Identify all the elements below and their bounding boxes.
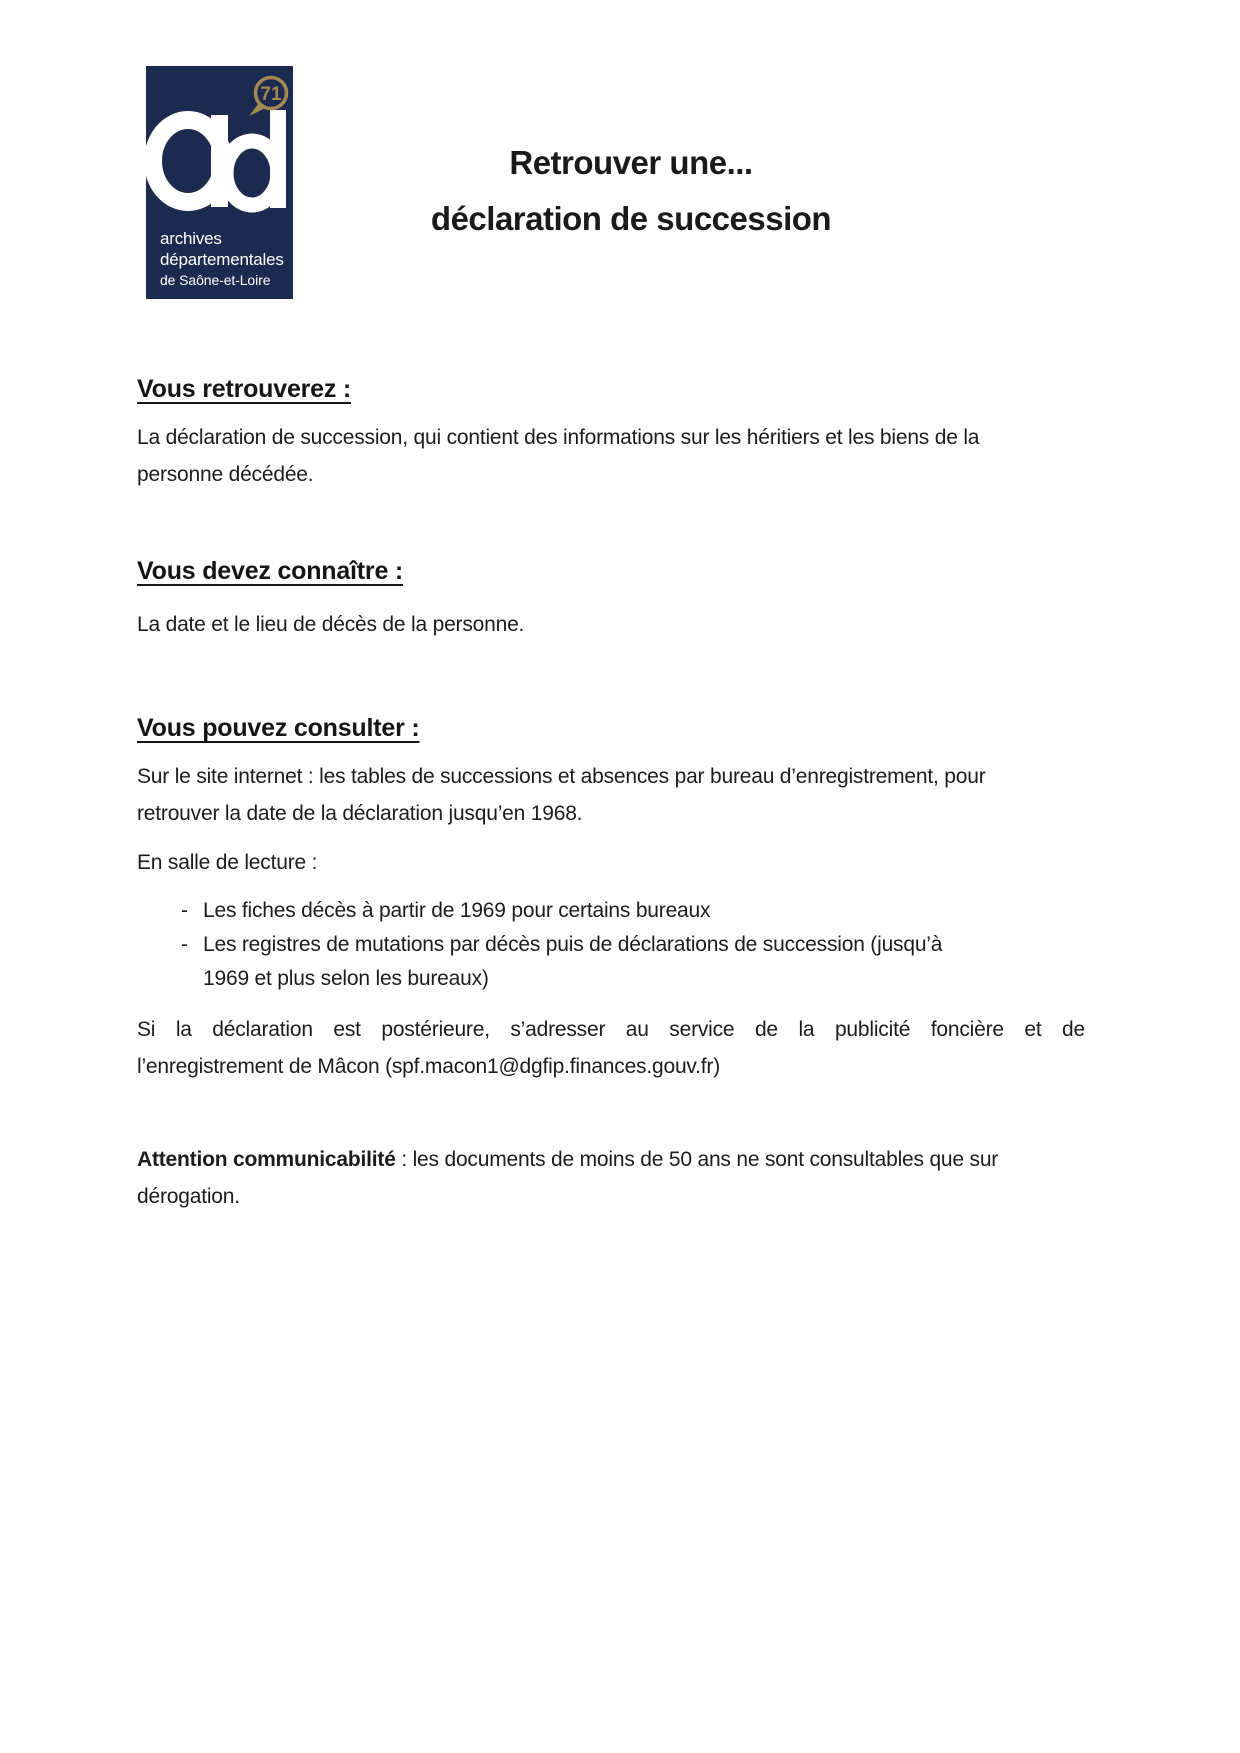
- section-heading-retrouverez: Vous retrouverez :: [137, 375, 352, 403]
- list-item-line: Les registres de mutations par décès puis de déclarations de succession (jusqu’à: [203, 933, 943, 956]
- paragraph-line: En salle de lecture :: [137, 851, 318, 874]
- logo-org-line3: de Saône-et-Loire: [160, 272, 271, 288]
- paragraph-connaitre: [137, 606, 1085, 643]
- bullet-dash: -: [181, 899, 188, 922]
- department-number: 71: [260, 84, 282, 105]
- list-item-line: 1969 et plus selon les bureaux): [203, 967, 489, 990]
- paragraph-line: l’enregistrement de Mâcon (spf.macon1@dgfip.finances.gouv.fr): [137, 1055, 721, 1078]
- logo-org-line1: archives: [160, 229, 222, 248]
- paragraph-salle-de-lecture: [137, 844, 1085, 881]
- section-heading-consulter: Vous pouvez consulter :: [137, 714, 420, 742]
- attention-bold-label: Attention communicabilité: [137, 1148, 396, 1171]
- section-heading-connaitre: Vous devez connaître :: [137, 557, 404, 585]
- list-item: [137, 894, 1085, 928]
- list-item: [137, 928, 1085, 996]
- paragraph-line: dérogation.: [137, 1185, 240, 1208]
- paragraph-line: personne décédée.: [137, 463, 314, 486]
- paragraph-line: La déclaration de succession, qui contient des informations sur les héritiers et les biens de la: [137, 426, 980, 449]
- paragraph-line: [137, 1141, 1085, 1178]
- attention-rest-text: : les documents de moins de 50 ans ne sont consultables que sur: [395, 1148, 999, 1171]
- paragraph-line: retrouver la date de la déclaration jusqu’en 1968.: [137, 802, 583, 825]
- bullet-dash: -: [181, 933, 188, 956]
- paragraph-retrouverez: [137, 419, 1085, 493]
- title-line1: Retrouver une...: [509, 144, 753, 181]
- logo-org-line2: départementales: [160, 250, 284, 269]
- paragraph-attention: [137, 1141, 1085, 1215]
- paragraph-line: Si la déclaration est postérieure, s’adresser au service de la publicité foncière et de: [137, 1018, 1085, 1041]
- bullet-list: [137, 894, 1085, 996]
- paragraph-posterieure: [137, 1011, 1085, 1085]
- paragraph-line: Sur le site internet : les tables de successions et absences par bureau d’enregistrement, pour: [137, 765, 986, 788]
- paragraph-line: La date et le lieu de décès de la personne.: [137, 613, 525, 636]
- title-line2: déclaration de succession: [430, 200, 832, 237]
- paragraph-consulter-intro: [137, 758, 1085, 832]
- list-item-line: Les fiches décès à partir de 1969 pour certains bureaux: [203, 899, 711, 922]
